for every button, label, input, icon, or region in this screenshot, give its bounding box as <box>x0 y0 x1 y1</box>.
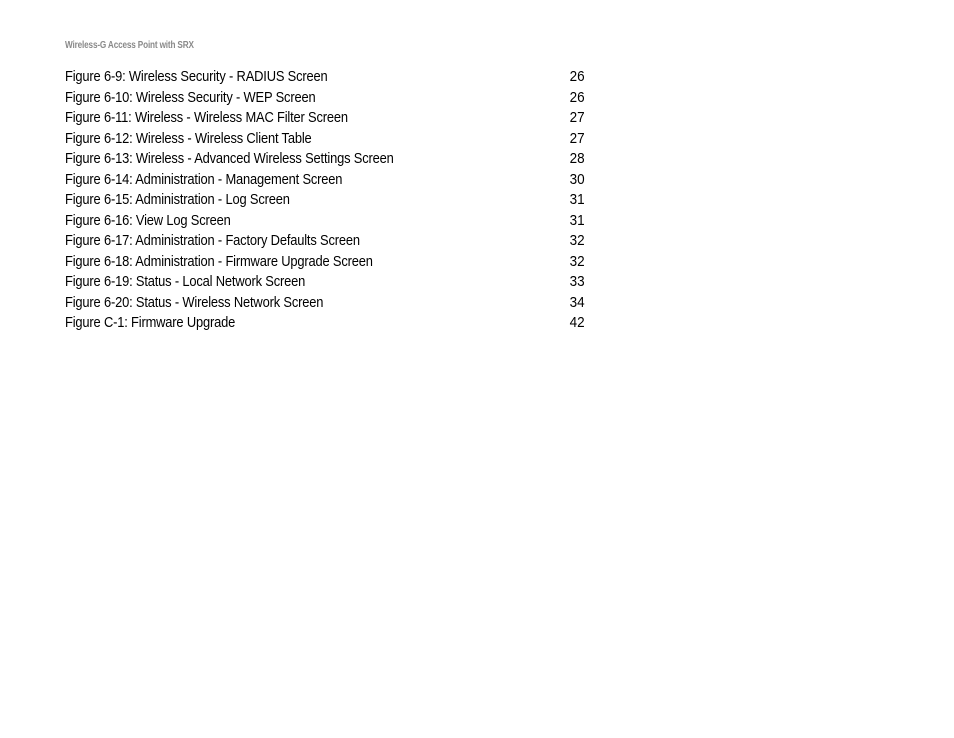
list-item[interactable] <box>65 149 590 170</box>
list-item[interactable] <box>65 293 590 314</box>
figure-title: Figure 6-10: Wireless Security - WEP Screen <box>65 88 316 106</box>
list-item[interactable] <box>65 67 590 88</box>
page-number: 33 <box>569 273 585 290</box>
page-number: 32 <box>569 232 585 249</box>
list-item[interactable] <box>65 252 590 273</box>
list-item[interactable] <box>65 190 590 211</box>
page-number: 32 <box>569 252 585 270</box>
list-item[interactable] <box>65 211 590 232</box>
figure-title: Figure C-1: Firmware Upgrade <box>65 314 236 331</box>
figure-title: Figure 6-14: Administration - Management Screen <box>65 170 343 188</box>
figure-title: Figure 6-15: Administration - Log Screen <box>65 191 290 208</box>
list-item[interactable] <box>65 272 590 293</box>
page-number: 42 <box>569 314 585 331</box>
page-number: 31 <box>569 211 585 229</box>
page-number: 26 <box>569 68 585 85</box>
page-number: 34 <box>569 293 585 311</box>
figure-title: Figure 6-16: View Log Screen <box>65 211 231 229</box>
page-number: 30 <box>569 170 585 188</box>
figure-title: Figure 6-17: Administration - Factory Defaults Screen <box>65 232 360 249</box>
list-item[interactable] <box>65 129 590 150</box>
figure-title: Figure 6-19: Status - Local Network Screen <box>65 273 306 290</box>
figure-list <box>65 67 590 334</box>
page-number: 28 <box>569 150 585 167</box>
figure-title: Figure 6-13: Wireless - Advanced Wireless Settings Screen <box>65 150 394 167</box>
figure-title: Figure 6-12: Wireless - Wireless Client Table <box>65 129 312 147</box>
page-number: 27 <box>569 129 585 147</box>
list-item[interactable] <box>65 313 590 334</box>
page-number: 27 <box>569 109 585 126</box>
figure-title: Figure 6-20: Status - Wireless Network Screen <box>65 293 324 311</box>
figure-title: Figure 6-9: Wireless Security - RADIUS Screen <box>65 68 328 85</box>
running-header: Wireless-G Access Point with SRX <box>65 40 194 51</box>
list-item[interactable] <box>65 108 590 129</box>
list-item[interactable] <box>65 88 590 109</box>
page-number: 26 <box>569 88 585 106</box>
page-number: 31 <box>569 191 585 208</box>
figure-title: Figure 6-18: Administration - Firmware Upgrade Screen <box>65 252 373 270</box>
list-item[interactable] <box>65 170 590 191</box>
figure-title: Figure 6-11: Wireless - Wireless MAC Filter Screen <box>65 109 348 126</box>
list-item[interactable] <box>65 231 590 252</box>
